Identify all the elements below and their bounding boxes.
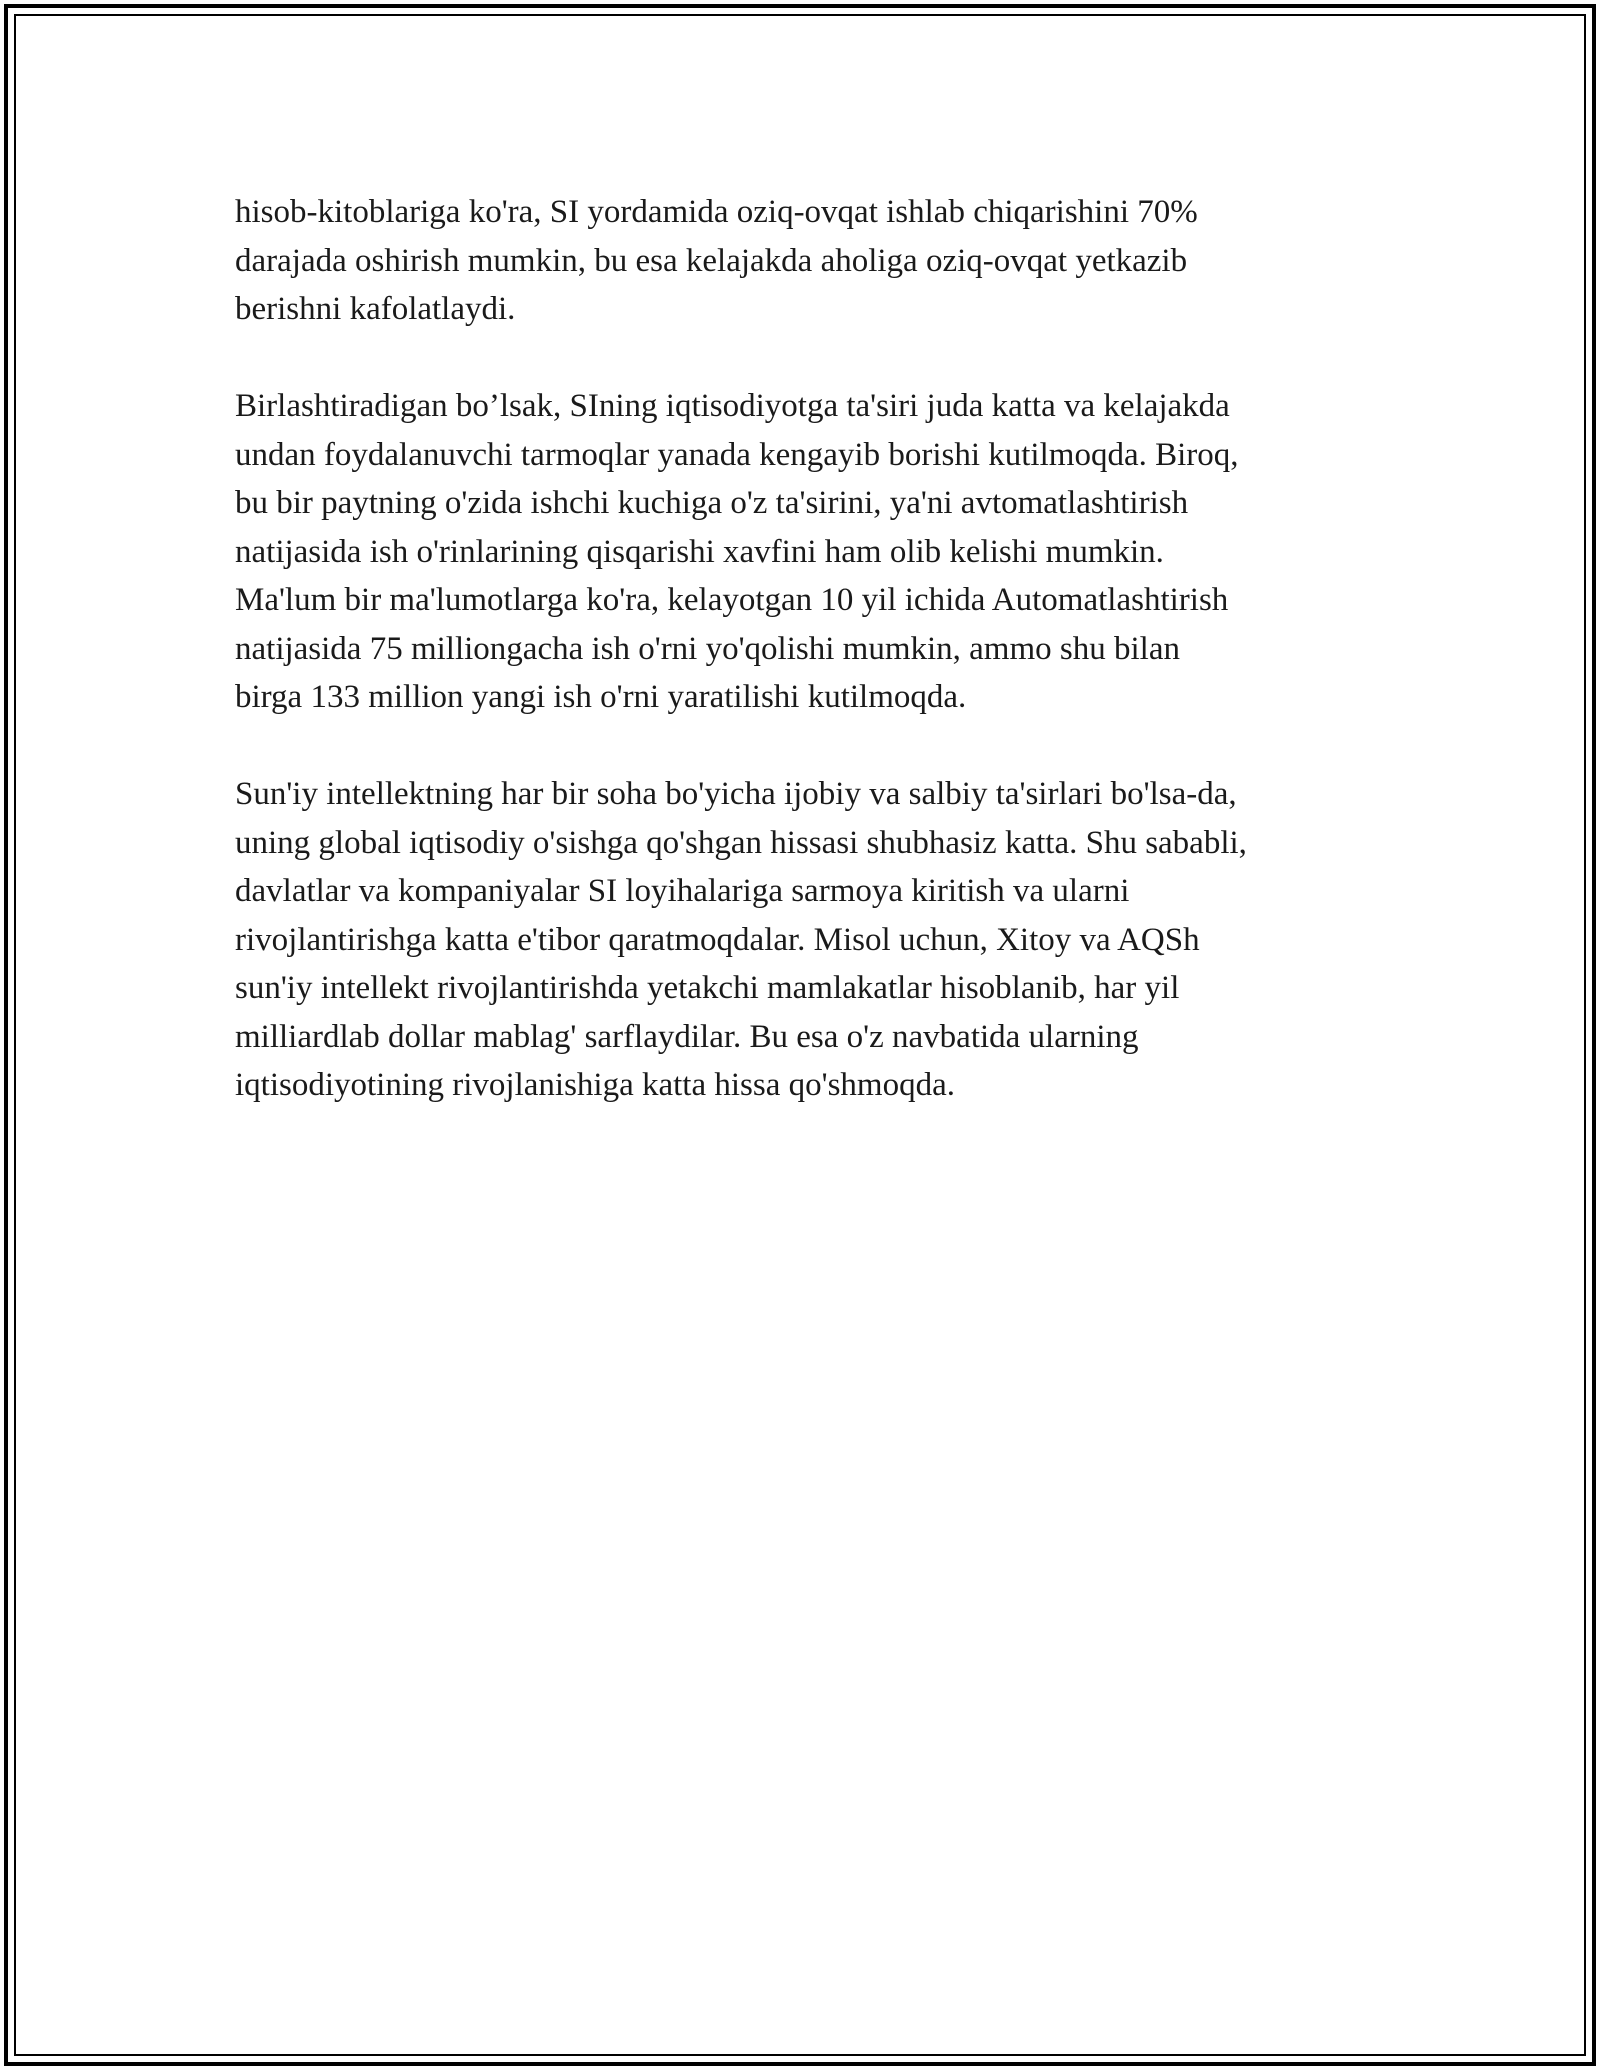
text-line: natijasida 75 milliongacha ish o'rni yo'qolishi mumkin, ammo shu bilan <box>235 630 1180 667</box>
paragraph-1 <box>235 188 1385 334</box>
text-line: darajada oshirish mumkin, bu esa kelajakda aholiga oziq-ovqat yetkazib <box>235 242 1188 279</box>
text-line: iqtisodiyotining rivojlanishiga katta hissa qo'shmoqda. <box>235 1067 955 1103</box>
text-line: rivojlantirishga katta e'tibor qaratmoqdalar. Misol uchun, Xitoy va AQSh <box>235 921 1200 958</box>
text-line: birga 133 million yangi ish o'rni yaratilishi kutilmoqda. <box>235 679 967 715</box>
paragraph-3 <box>235 770 1385 1110</box>
text-line: Birlashtiradigan bo’lsak, SIning iqtisodiyotga ta'siri juda katta va kelajakda <box>235 388 1230 424</box>
text-line: Ma'lum bir ma'lumotlarga ko'ra, kelayotgan 10 yil ichida Automatlashtirish <box>235 582 1229 618</box>
document-body <box>235 188 1385 1158</box>
paragraph-2 <box>235 382 1385 722</box>
text-line: natijasida ish o'rinlarining qisqarishi xavfini ham olib kelishi mumkin. <box>235 533 1164 570</box>
text-line: undan foydalanuvchi tarmoqlar yanada kengayib borishi kutilmoqda. Biroq, <box>235 436 1239 473</box>
text-line: milliardlab dollar mablag' sarflaydilar. Bu esa o'z navbatida ularning <box>235 1018 1139 1055</box>
text-line: bu bir paytning o'zida ishchi kuchiga o'z ta'sirini, ya'ni avtomatlashtirish <box>235 485 1189 521</box>
text-line: sun'iy intellekt rivojlantirishda yetakchi mamlakatlar hisoblanib, har yil <box>235 970 1180 1006</box>
text-line: uning global iqtisodiy o'sishga qo'shgan hissasi shubhasiz katta. Shu sababli, <box>235 824 1247 861</box>
text-line: Sun'iy intellektning har bir soha bo'yicha ijobiy va salbiy ta'sirlari bo'lsa-da, <box>235 776 1237 812</box>
text-line: davlatlar va kompaniyalar SI loyihalariga sarmoya kiritish va ularni <box>235 873 1130 909</box>
text-line: berishni kafolatlaydi. <box>235 291 516 327</box>
text-line: hisob-kitoblariga ko'ra, SI yordamida oziq-ovqat ishlab chiqarishini 70% <box>235 194 1198 230</box>
